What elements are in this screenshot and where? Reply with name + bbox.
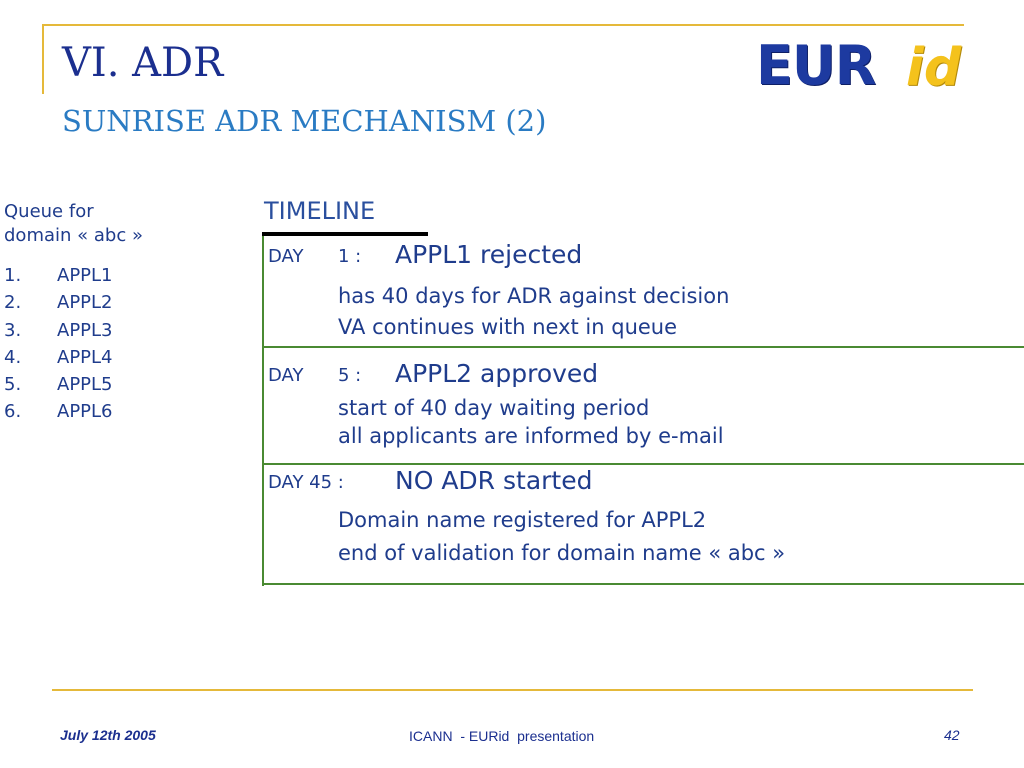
footer-rule [52, 689, 973, 691]
list-item-label: APPL1 [57, 265, 113, 286]
header-frame-left [42, 24, 44, 94]
list-item [4, 289, 113, 316]
queue-list [4, 262, 113, 426]
list-item [4, 398, 113, 425]
list-item-label: APPL4 [57, 346, 113, 368]
logo-id-text: id [906, 38, 962, 98]
list-item [4, 262, 113, 289]
footer-date: July 12th 2005 [60, 727, 156, 743]
list-item-label: APPL5 [57, 374, 113, 396]
timeline-day-word: DAY [268, 365, 304, 386]
slide-subtitle: SUNRISE ADR MECHANISM (2) [62, 104, 547, 138]
list-item-number: 3. [4, 319, 22, 341]
timeline-detail: has 40 days for ADR against decision [338, 284, 730, 308]
list-item [4, 317, 113, 344]
timeline-heading: TIMELINE [264, 197, 376, 225]
list-item-number: 5. [4, 374, 22, 396]
list-item-label: APPL2 [57, 292, 113, 314]
footer-presentation-title: ICANN - EURid presentation [409, 728, 595, 744]
timeline-detail: start of 40 day waiting period [338, 396, 650, 420]
list-item-number: 4. [4, 346, 22, 368]
slide-title: VI. ADR [62, 40, 224, 86]
timeline-divider [262, 463, 1024, 465]
timeline-day-number: 1 : [338, 246, 362, 267]
timeline-day-number: 5 : [338, 365, 362, 386]
timeline-event: APPL1 rejected [395, 240, 583, 269]
queue-title [4, 200, 204, 248]
timeline-event: APPL2 approved [395, 359, 599, 388]
queue-title-line1: Queue for [4, 201, 94, 222]
timeline-day-word: DAY [268, 246, 304, 267]
header-frame-top [42, 24, 964, 26]
list-item-number: 1. [4, 265, 22, 286]
list-item-label: APPL6 [57, 401, 113, 423]
timeline-detail: end of validation for domain name « abc » [338, 541, 786, 565]
timeline-detail: Domain name registered for APPL2 [338, 508, 707, 532]
timeline-day-word: DAY 45 : [268, 472, 344, 493]
queue-title-line2: domain « abc » [4, 225, 143, 246]
timeline-divider [262, 583, 1024, 585]
list-item-label: APPL3 [57, 319, 113, 341]
timeline-event: NO ADR started [395, 466, 593, 495]
eurid-logo [756, 34, 976, 98]
timeline-detail: all applicants are informed by e-mail [338, 424, 724, 448]
page-number: 42 [944, 727, 960, 743]
list-item [4, 344, 113, 371]
timeline-heading-underline [262, 232, 428, 236]
timeline-detail: VA continues with next in queue [338, 315, 678, 339]
logo-eur-text: EUR [756, 34, 876, 97]
timeline-divider [262, 346, 1024, 348]
list-item-number: 2. [4, 292, 22, 314]
list-item [4, 371, 113, 398]
list-item-number: 6. [4, 401, 22, 423]
timeline-vertical-rule [262, 236, 264, 586]
